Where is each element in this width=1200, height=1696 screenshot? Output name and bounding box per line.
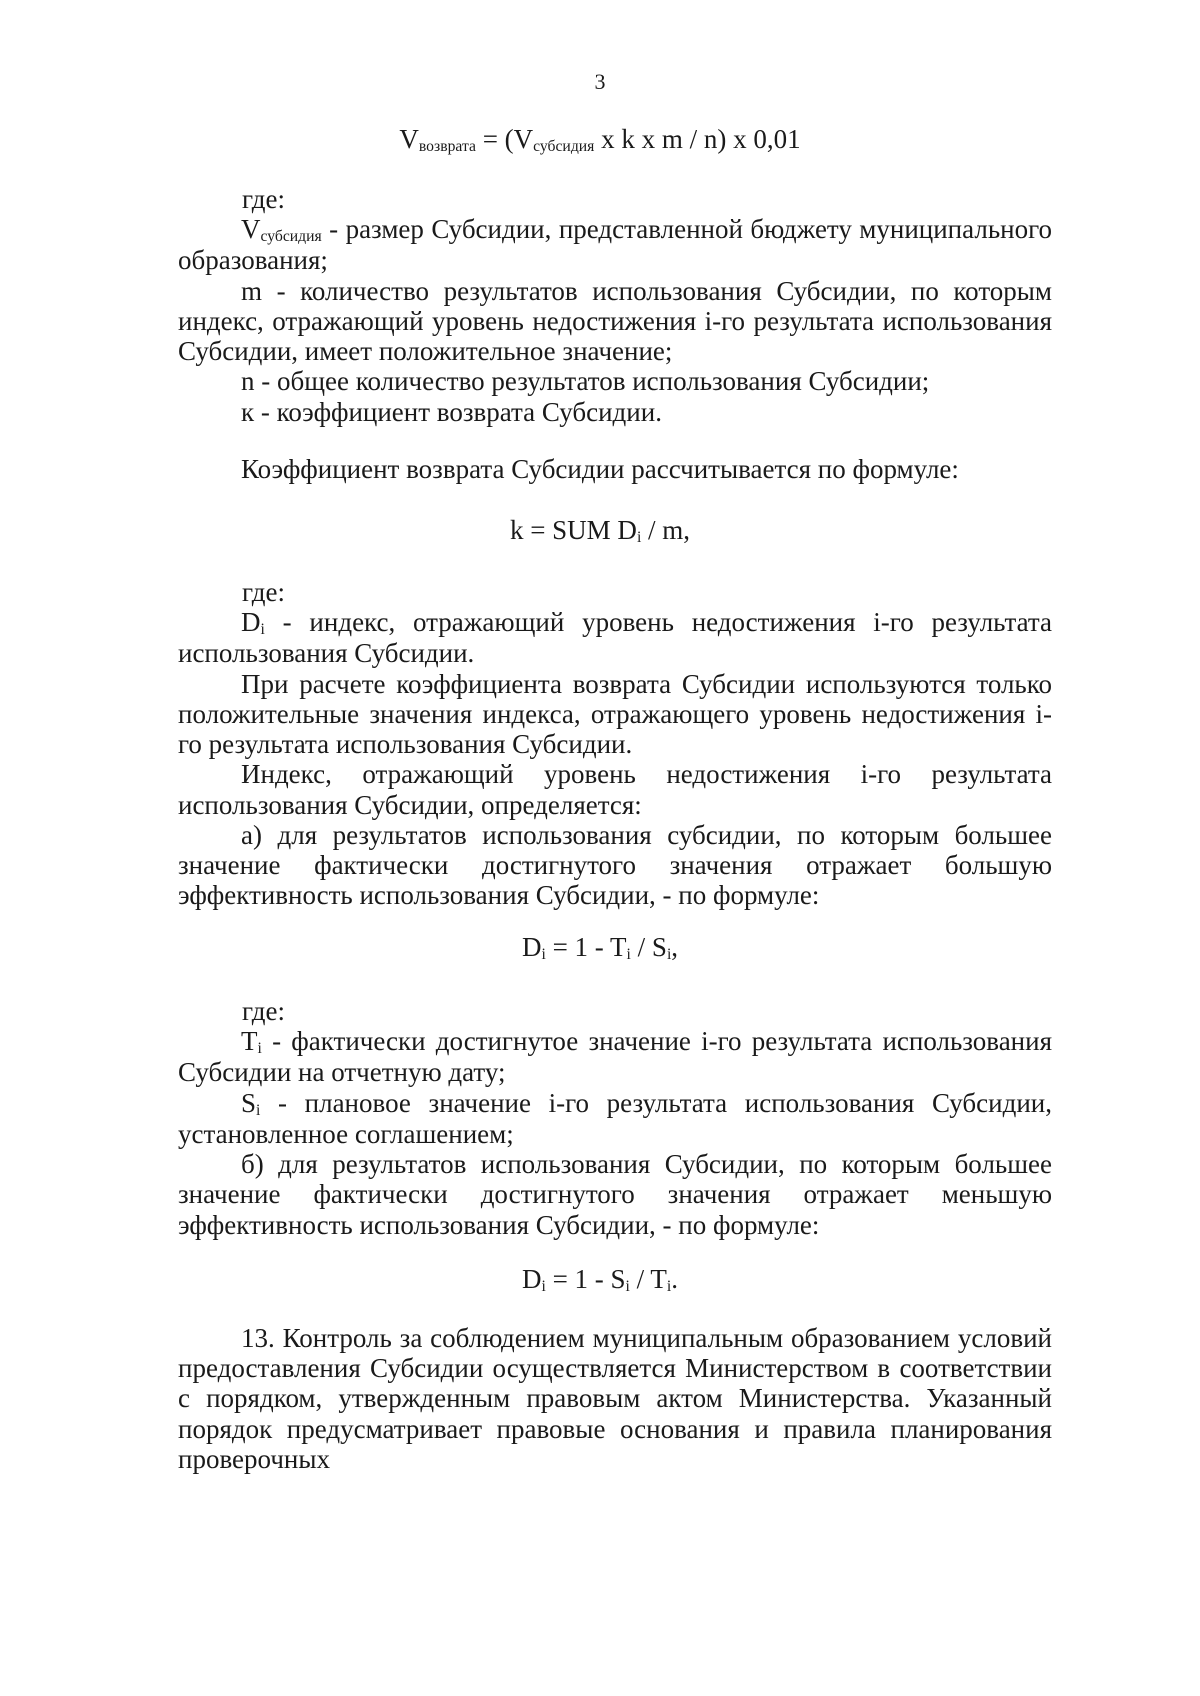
def-k: к - коэффициент возврата Субсидии. (241, 396, 662, 427)
formula4-d: . (671, 1264, 679, 1294)
def-d-text: - индекс, отражающий уровень недостижения i-го результата использования Субсидии. (178, 607, 1052, 669)
formula4-a-sub: i (541, 1277, 546, 1295)
formula-d-case-b (0, 1264, 1200, 1295)
k-intro: Коэффициент возврата Субсидии рассчитывается по формуле: (241, 454, 959, 484)
def-m: m - количество результатов использования Субсидии, по которым индекс, отражающий уровень недостижения i-го результата использования Субсидии, имеет положительное значение; (178, 275, 1052, 367)
def-t-text: - фактически достигнутое значение i-го результата использования Субсидии на отчетную дату; (178, 1026, 1052, 1088)
formula-v-sub-subsidy: субсидия (533, 137, 595, 155)
formula4-b-sub: i (625, 1277, 630, 1295)
def-d (178, 607, 1052, 669)
def-d-sub: i (260, 620, 265, 638)
formula4-a: D (521, 1264, 542, 1294)
formula3-c-sub: i (666, 945, 672, 963)
formula3-a-sub: i (541, 945, 546, 963)
def-s (178, 1088, 1052, 1150)
def-t (178, 1026, 1052, 1088)
formula-k (0, 515, 1200, 546)
formula-v-main: V (399, 124, 419, 154)
def-v-main: V (241, 214, 261, 244)
para-case-b: б) для результатов использования Субсидии, по которым большее значение фактически достигнутого значения отражает меньшую эффективность использования Субсидии, - по формуле: (178, 1149, 1052, 1240)
def-v-sub: субсидия (260, 227, 322, 245)
def-t-sub: i (257, 1039, 262, 1057)
formula-v-sub-return: возврата (418, 137, 476, 155)
formula-eq: = (V (475, 124, 534, 154)
where-label-1: где: (242, 184, 285, 214)
k-intro-block (178, 454, 1052, 484)
formula-refund-volume (0, 124, 1200, 155)
def-s-main: S (241, 1087, 257, 1118)
def-t-main: T (241, 1026, 258, 1056)
paragraph-13-block (178, 1323, 1052, 1474)
para-case-a: а) для результатов использования субсидии, по которым большее значение фактически достигнутого значения отражает большую эффективность использования Субсидии, - по формуле: (178, 819, 1052, 911)
formula3-b: = 1 - T (545, 932, 627, 962)
formula4-c-sub: i (666, 1277, 672, 1295)
def-s-sub: i (256, 1101, 261, 1119)
page-number: 3 (594, 69, 606, 94)
formula3-d: , (671, 932, 679, 962)
def-v-text: - размер Субсидии, представленной бюджету муниципального образования; (178, 214, 1052, 276)
def-d-main: D (241, 607, 261, 637)
formula-rest: x k x m / n) x 0,01 (594, 124, 801, 154)
formula4-b: = 1 - S (545, 1264, 626, 1294)
formula-d-case-a (0, 932, 1200, 963)
formula-k-a: k = SUM D (509, 515, 637, 545)
formula3-a: D (521, 932, 542, 962)
def-v-subsidy (178, 214, 1052, 276)
definitions-block-1 (178, 214, 1052, 427)
formula-k-sub: i (636, 528, 642, 546)
para-positive-values: При расчете коэффициента возврата Субсидии используются только положительные значения индекса, отражающего уровень недостижения i-го результата использования Субсидии. (178, 668, 1052, 760)
where-label-3: где: (242, 996, 285, 1026)
definitions-block-2 (178, 607, 1052, 910)
paragraph-13: 13. Контроль за соблюдением муниципальным образованием условий предоставления Субсидии осуществляется Министерством в соответствии с порядком, утвержденным правовым актом Министерства. Указанный порядок предусматривает правовые основания и правила планирования проверочных (178, 1323, 1052, 1474)
formula4-c: / T (629, 1264, 667, 1294)
def-s-text: - плановое значение i-го результата использования Субсидии, установленное соглашением; (178, 1087, 1052, 1149)
formula-k-b: / m, (641, 515, 691, 545)
para-index-determined: Индекс, отражающий уровень недостижения i-го результата использования Субсидии, определяется: (178, 759, 1052, 820)
formula3-c: / S (630, 932, 667, 962)
definitions-block-3 (178, 1026, 1052, 1240)
def-n: n - общее количество результатов использования Субсидии; (241, 366, 930, 397)
where-label-2: где: (242, 577, 285, 607)
formula3-b-sub: i (626, 945, 631, 963)
